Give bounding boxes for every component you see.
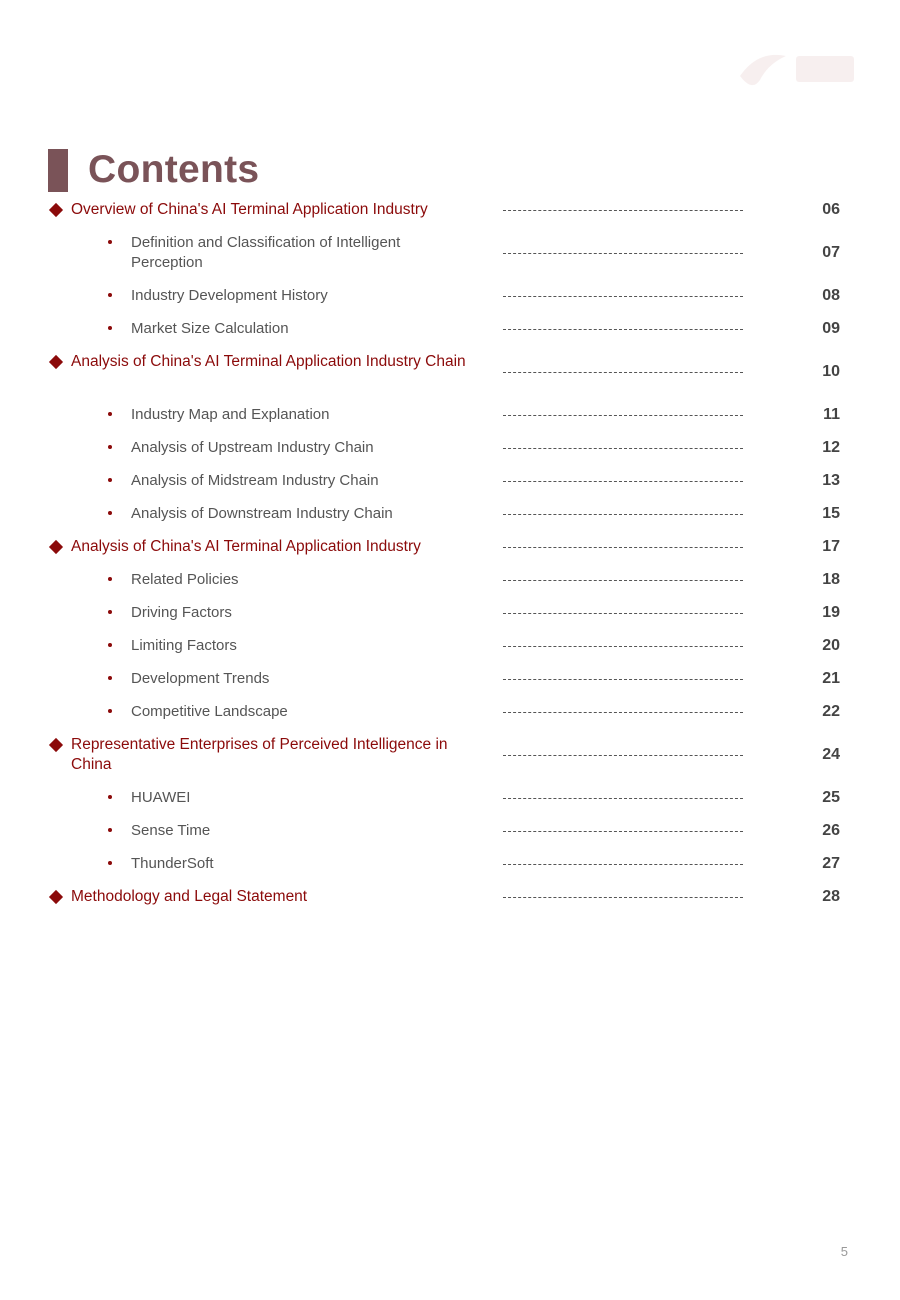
toc-item-title: Market Size Calculation <box>131 319 289 337</box>
dotted-leader <box>503 547 743 548</box>
diamond-bullet-icon <box>49 737 63 751</box>
dot-bullet-icon <box>108 478 112 482</box>
dotted-leader <box>503 831 743 832</box>
toc-page-number: 18 <box>822 570 840 588</box>
toc-item-title: Sense Time <box>131 821 211 839</box>
toc-section-row[interactable] <box>0 880 900 913</box>
toc-item-row[interactable] <box>0 847 900 880</box>
toc-item-title: Analysis of Upstream Industry Chain <box>131 438 374 456</box>
toc-page-number: 13 <box>822 471 840 489</box>
toc-page-number: 09 <box>822 319 840 337</box>
toc-page-number: 11 <box>823 405 840 423</box>
toc-item-row[interactable] <box>0 464 900 497</box>
dotted-leader <box>503 253 743 254</box>
diamond-bullet-icon <box>49 354 63 368</box>
toc-item-row[interactable] <box>0 814 900 847</box>
toc-item-row[interactable] <box>0 629 900 662</box>
dotted-leader <box>503 296 743 297</box>
dot-bullet-icon <box>108 676 112 680</box>
dot-bullet-icon <box>108 610 112 614</box>
dot-bullet-icon <box>108 828 112 832</box>
toc-item-row[interactable] <box>0 398 900 431</box>
toc-item-title: Definition and Classification of Intelligent Perception <box>131 233 401 271</box>
table-of-contents <box>0 193 900 913</box>
toc-section-row[interactable] <box>0 728 900 781</box>
dotted-leader <box>503 646 743 647</box>
toc-section-title: Overview of China's AI Terminal Application Industry <box>71 200 428 218</box>
toc-page-number: 26 <box>822 821 840 839</box>
toc-page-number: 28 <box>822 887 840 905</box>
dot-bullet-icon <box>108 643 112 647</box>
toc-section-row[interactable] <box>0 530 900 563</box>
diamond-bullet-icon <box>49 539 63 553</box>
dot-bullet-icon <box>108 709 112 713</box>
toc-item-row[interactable] <box>0 662 900 695</box>
dot-bullet-icon <box>108 240 112 244</box>
toc-item-row[interactable] <box>0 226 900 279</box>
toc-item-title: Related Policies <box>131 570 239 588</box>
toc-item-row[interactable] <box>0 596 900 629</box>
toc-section-title: Analysis of China's AI Terminal Application Industry Chain <box>71 352 466 370</box>
logo-watermark <box>738 46 860 94</box>
toc-item-row[interactable] <box>0 695 900 728</box>
toc-page-number: 06 <box>822 200 840 218</box>
toc-item-title: Development Trends <box>131 669 270 687</box>
dotted-leader <box>503 372 743 373</box>
toc-item-row[interactable] <box>0 781 900 814</box>
dot-bullet-icon <box>108 326 112 330</box>
toc-item-title: Analysis of Midstream Industry Chain <box>131 471 379 489</box>
diamond-bullet-icon <box>49 889 63 903</box>
toc-item-title: Driving Factors <box>131 603 232 621</box>
toc-page-number: 22 <box>822 702 840 720</box>
dotted-leader <box>503 897 743 898</box>
dotted-leader <box>503 679 743 680</box>
toc-item-title: Industry Map and Explanation <box>131 405 330 423</box>
page-number: 5 <box>840 1244 848 1259</box>
toc-page-number: 12 <box>822 438 840 456</box>
toc-item-row[interactable] <box>0 312 900 345</box>
toc-page-number: 08 <box>822 286 840 304</box>
toc-page-number: 21 <box>822 669 840 687</box>
dotted-leader <box>503 613 743 614</box>
dot-bullet-icon <box>108 577 112 581</box>
dot-bullet-icon <box>108 412 112 416</box>
page-header <box>48 148 259 192</box>
dotted-leader <box>503 712 743 713</box>
toc-item-title: Limiting Factors <box>131 636 237 654</box>
toc-page-number: 20 <box>822 636 840 654</box>
dotted-leader <box>503 755 743 756</box>
dot-bullet-icon <box>108 861 112 865</box>
dot-bullet-icon <box>108 795 112 799</box>
toc-item-title: Competitive Landscape <box>131 702 288 720</box>
toc-item-row[interactable] <box>0 279 900 312</box>
toc-item-title: Industry Development History <box>131 286 328 304</box>
dotted-leader <box>503 448 743 449</box>
toc-item-row[interactable] <box>0 563 900 596</box>
toc-page-number: 17 <box>822 537 840 555</box>
toc-section-title: Representative Enterprises of Perceived Intelligence in China <box>71 735 448 773</box>
dotted-leader <box>503 210 743 211</box>
toc-item-title: HUAWEI <box>131 788 191 806</box>
dotted-leader <box>503 580 743 581</box>
dot-bullet-icon <box>108 511 112 515</box>
dotted-leader <box>503 415 743 416</box>
dotted-leader <box>503 864 743 865</box>
toc-item-title: Analysis of Downstream Industry Chain <box>131 504 393 522</box>
toc-page-number: 27 <box>822 854 840 872</box>
dotted-leader <box>503 481 743 482</box>
dotted-leader <box>503 514 743 515</box>
toc-page-number: 15 <box>822 504 840 522</box>
toc-item-row[interactable] <box>0 497 900 530</box>
toc-page-number: 25 <box>822 788 840 806</box>
page-title: Contents <box>88 148 260 191</box>
dotted-leader <box>503 798 743 799</box>
toc-section-row[interactable] <box>0 193 900 226</box>
toc-section-row[interactable] <box>0 345 900 398</box>
toc-page-number: 19 <box>822 603 840 621</box>
toc-item-title: ThunderSoft <box>131 854 214 872</box>
toc-item-row[interactable] <box>0 431 900 464</box>
diamond-bullet-icon <box>49 202 63 216</box>
toc-page-number: 10 <box>822 362 840 380</box>
title-accent-bar <box>48 149 68 192</box>
dot-bullet-icon <box>108 293 112 297</box>
toc-section-title: Analysis of China's AI Terminal Application Industry <box>71 537 421 555</box>
dotted-leader <box>503 329 743 330</box>
dot-bullet-icon <box>108 445 112 449</box>
toc-page-number: 07 <box>822 243 840 261</box>
toc-page-number: 24 <box>822 745 840 763</box>
toc-section-title: Methodology and Legal Statement <box>71 887 308 905</box>
